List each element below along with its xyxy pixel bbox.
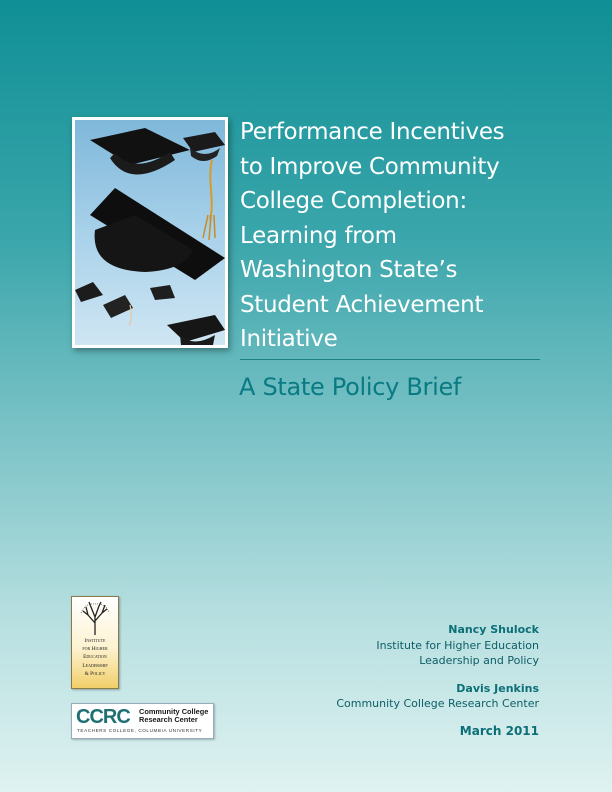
author-name: Nancy Shulock xyxy=(448,623,539,636)
ihe-text-line: Institute xyxy=(84,638,106,644)
author-spacer xyxy=(336,669,539,681)
ihe-text-line: & Policy xyxy=(84,670,106,677)
cover-title xyxy=(240,115,560,357)
cover-subtitle: A State Policy Brief xyxy=(239,373,462,401)
title-line: to Improve Community xyxy=(240,153,500,180)
ihe-logo-text xyxy=(72,637,118,678)
graduation-caps-image xyxy=(75,120,225,345)
title-line: College Completion: xyxy=(240,188,467,214)
title-line: Student Achievement xyxy=(240,291,484,318)
title-line: Initiative xyxy=(240,326,338,352)
ihe-text-line: Education xyxy=(83,654,107,661)
author-block xyxy=(336,622,539,712)
title-line: Learning from xyxy=(240,222,397,249)
ccrc-name-line: Community College xyxy=(139,707,209,716)
author-affiliation: Institute for Higher Education xyxy=(376,638,539,652)
title-line: Performance Incentives xyxy=(240,119,505,145)
title-line: Washington State’s xyxy=(240,257,458,283)
author-affiliation: Leadership and Policy xyxy=(419,654,539,668)
publication-date: March 2011 xyxy=(459,724,539,738)
tree-icon xyxy=(79,601,111,635)
ccrc-logo xyxy=(71,703,214,739)
ihe-logo xyxy=(71,596,119,689)
title-divider xyxy=(240,359,540,360)
ihe-text-line: for Higher xyxy=(82,646,108,653)
ihe-text-line: Leadership xyxy=(82,662,108,669)
ccrc-mark: CCRC xyxy=(76,706,130,728)
ccrc-name-line: Research Center xyxy=(139,715,198,724)
cover-photo xyxy=(72,117,228,348)
author-affiliation: Community College Research Center xyxy=(336,697,539,711)
ccrc-name xyxy=(139,708,208,724)
ccrc-subtitle: TEACHERS COLLEGE, COLUMBIA UNIVERSITY xyxy=(77,728,203,733)
author-name: Davis Jenkins xyxy=(456,681,539,695)
